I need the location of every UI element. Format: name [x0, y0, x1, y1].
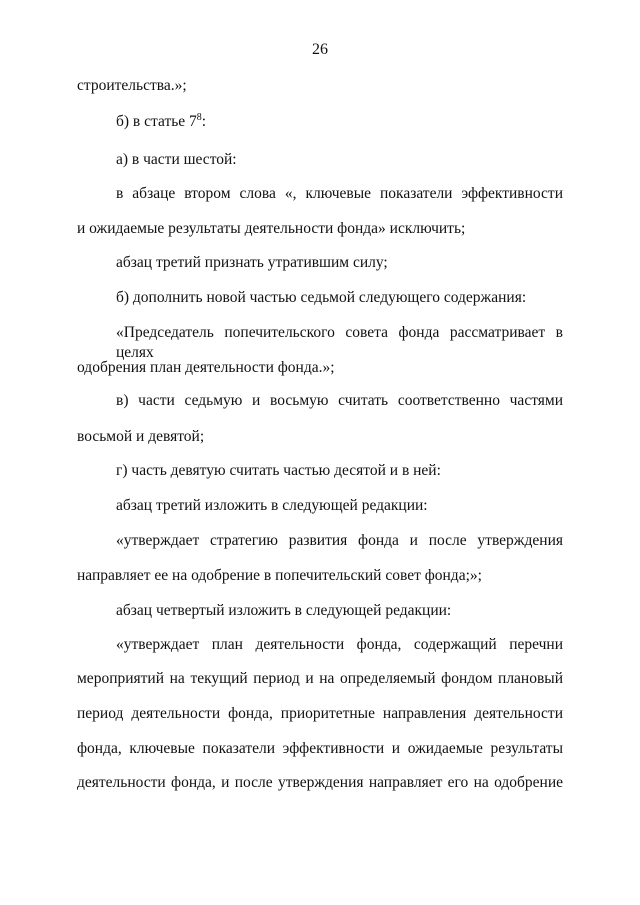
text-line: «Председатель попечительского совета фонда рассматривает в целях — [116, 324, 563, 361]
text-line: абзац третий признать утратившим силу; — [116, 254, 388, 271]
superscript: 8 — [196, 111, 202, 123]
text-line: «утверждает план деятельности фонда, содержащий перечни — [116, 636, 563, 653]
text-line: «утверждает стратегию развития фонда и после утверждения — [116, 532, 563, 549]
text-line: г) часть девятую считать частью десятой и в ней: — [116, 462, 441, 479]
page-number: 26 — [312, 41, 328, 58]
text-line-part: : — [201, 113, 207, 130]
text-line: а) в части шестой: — [116, 151, 237, 168]
text-line: строительства.»; — [77, 77, 187, 94]
text-line — [116, 112, 206, 132]
text-line: б) дополнить новой частью седьмой следующего содержания: — [116, 289, 527, 306]
text-line: в абзаце втором слова «, ключевые показатели эффективности — [116, 185, 563, 202]
text-line: период деятельности фонда, приоритетные направления деятельности — [77, 705, 563, 722]
text-line: абзац третий изложить в следующей редакции: — [116, 497, 428, 514]
text-line: и ожидаемые результаты деятельности фонда» исключить; — [77, 220, 466, 237]
text-line: мероприятий на текущий период и на определяемый фондом плановый — [77, 670, 563, 687]
text-line: деятельности фонда, и после утверждения направляет его на одобрение — [77, 774, 563, 791]
text-line: одобрения план деятельности фонда.»; — [77, 359, 335, 376]
text-line: абзац четвертый изложить в следующей редакции: — [116, 602, 452, 619]
text-line: направляет ее на одобрение в попечительский совет фонда;»; — [77, 567, 482, 584]
text-line: восьмой и девятой; — [77, 428, 205, 445]
text-line-part: б) в статье 7 — [116, 113, 197, 130]
text-line: фонда, ключевые показатели эффективности и ожидаемые результаты — [77, 740, 563, 757]
text-line: в) части седьмую и восьмую считать соответственно частями — [116, 392, 563, 409]
